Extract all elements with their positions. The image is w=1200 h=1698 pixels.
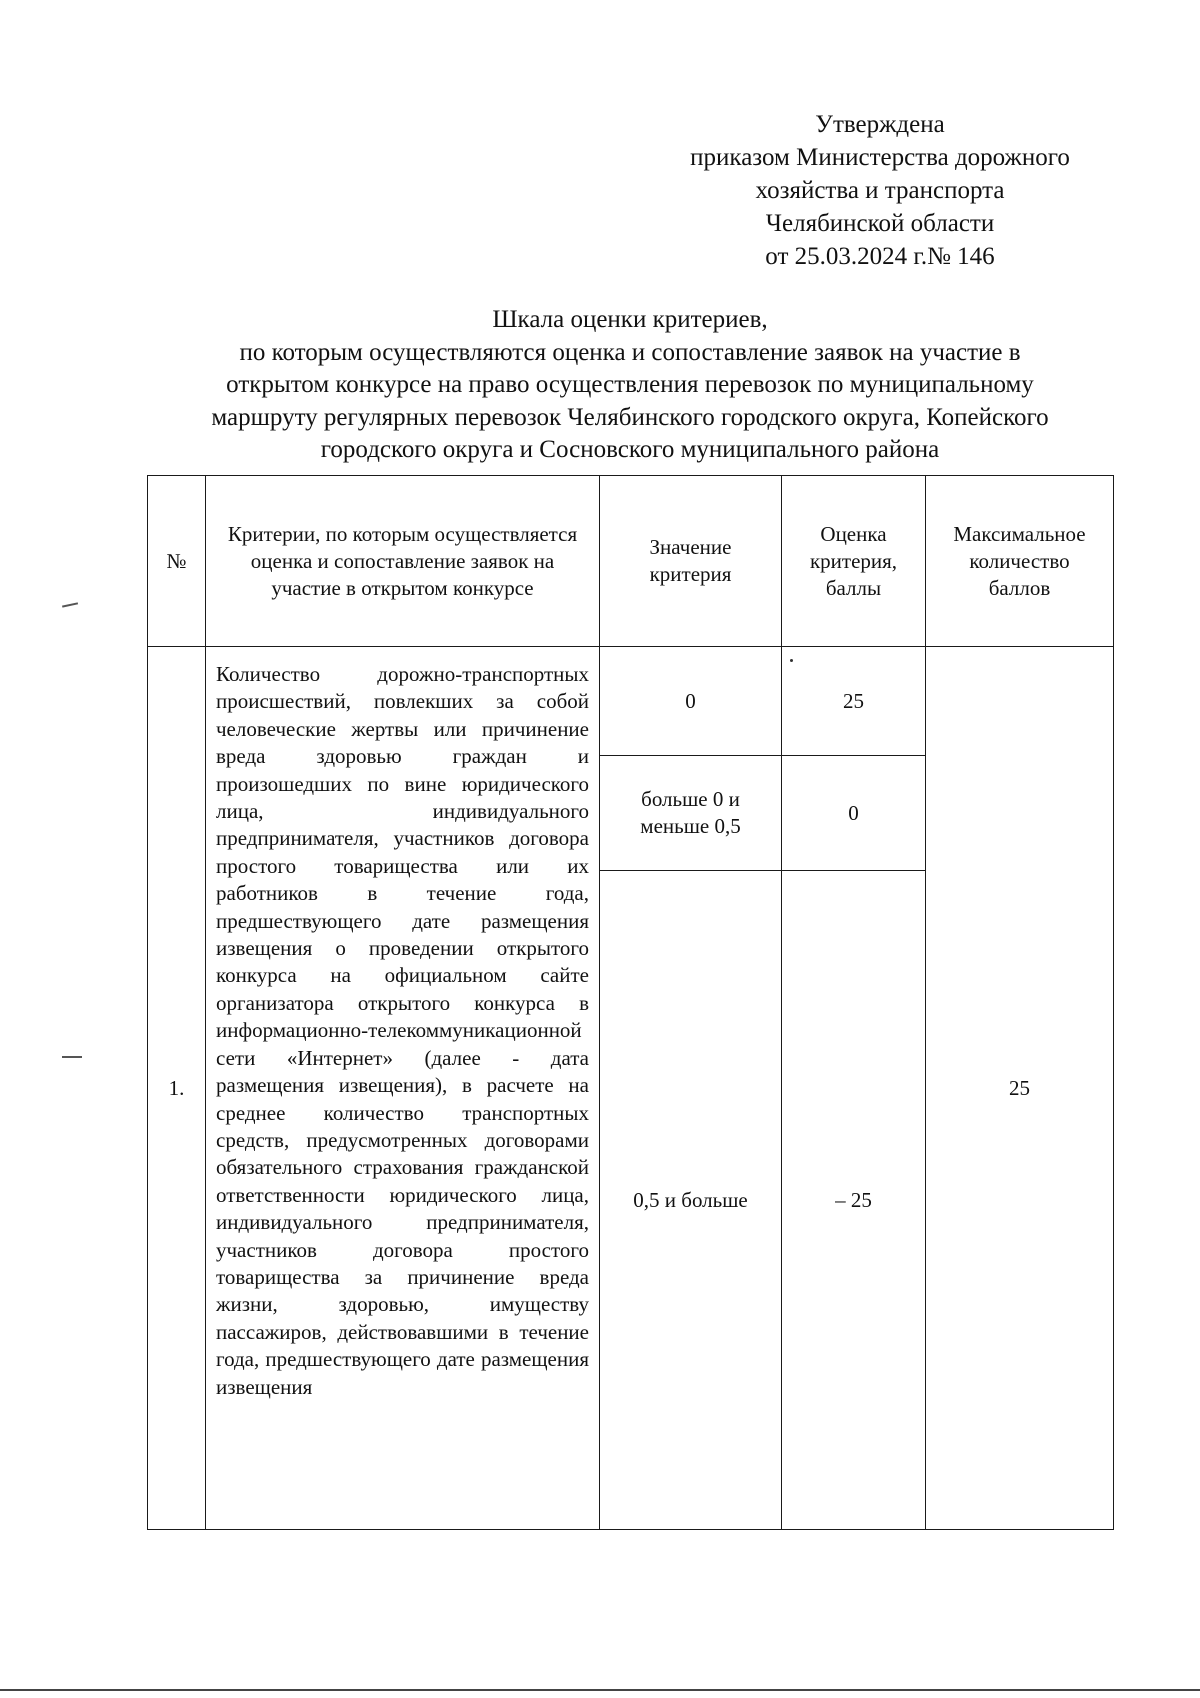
- table-header-row: [148, 476, 1114, 647]
- approval-stamp: [640, 108, 1120, 273]
- header-value: [600, 476, 782, 647]
- scan-dot: [790, 659, 793, 662]
- header-num: №: [148, 476, 206, 647]
- row-number: 1.: [148, 647, 206, 1530]
- title-line: по которым осуществляются оценка и сопоставление заявок на участие в: [239, 338, 1021, 366]
- header-value-text: Значение критерия: [649, 535, 732, 586]
- header-criteria: [206, 476, 600, 647]
- margin-mark: [62, 1056, 82, 1058]
- header-max-text: Максимальное количество баллов: [953, 521, 1086, 600]
- title-line: открытом конкурсе на право осуществления перевозок по муниципальному: [226, 371, 1034, 398]
- approval-line: Утверждена: [815, 111, 945, 138]
- approval-line: приказом Министерства дорожного: [690, 144, 1070, 171]
- header-criteria-text: Критерии, по которым осуществляется оценка и сопоставление заявок на участие в открытом конкурсе: [227, 521, 578, 600]
- criteria-description: Количество дорожно-транспортных происшествий, повлекших за собой человеческие жертвы или причинение вреда здоровью граждан и произошедших по вине юридического лица, индивидуального предпринимателя, участников договора простого товарищества или их работников в течение года, предшествующего дате размещения извещения о проведении открытого конкурса на официальном сайте организатора открытого конкурса в информационно-телекоммуникационной сети «Интернет» (далее - дата размещения извещения), в расчете на среднее количество транспортных средств, предусмотренных договорами обязательного страхования гражданской ответственности юридического лица, индивидуального предпринимателя, участников договора простого товарищества за причинение вреда жизни, здоровью, имуществу пассажиров, действовавшими в течение года, предшествующего дате размещения извещения: [206, 647, 600, 1530]
- title-line: маршруту регулярных перевозок Челябинского городского округа, Копейского: [211, 403, 1049, 431]
- margin-mark: [62, 602, 78, 607]
- header-score: [782, 476, 926, 647]
- title-line: Шкала оценки критериев,: [492, 306, 768, 333]
- table-row: [148, 647, 1114, 756]
- header-max: [926, 476, 1114, 647]
- header-score-text: Оценка критерия, баллы: [809, 521, 898, 600]
- criteria-value: 0: [600, 647, 782, 756]
- approval-line: Челябинской области: [765, 210, 995, 237]
- title-line: городского округа и Сосновского муниципального района: [320, 436, 940, 463]
- criteria-value: [600, 756, 782, 871]
- criteria-score: – 25: [782, 871, 926, 1530]
- criteria-value: 0,5 и больше: [600, 871, 782, 1530]
- document-title: [140, 304, 1120, 467]
- approval-line: от 25.03.2024 г.№ 146: [765, 243, 995, 270]
- page-bottom-rule: [0, 1689, 1200, 1691]
- max-score: 25: [926, 647, 1114, 1530]
- criteria-table: [147, 475, 1114, 1530]
- criteria-score: [782, 647, 926, 756]
- approval-line: хозяйства и транспорта: [755, 177, 1005, 204]
- criteria-score-text: 25: [843, 688, 864, 713]
- criteria-value-text: больше 0 и меньше 0,5: [640, 787, 741, 838]
- criteria-score: 0: [782, 756, 926, 871]
